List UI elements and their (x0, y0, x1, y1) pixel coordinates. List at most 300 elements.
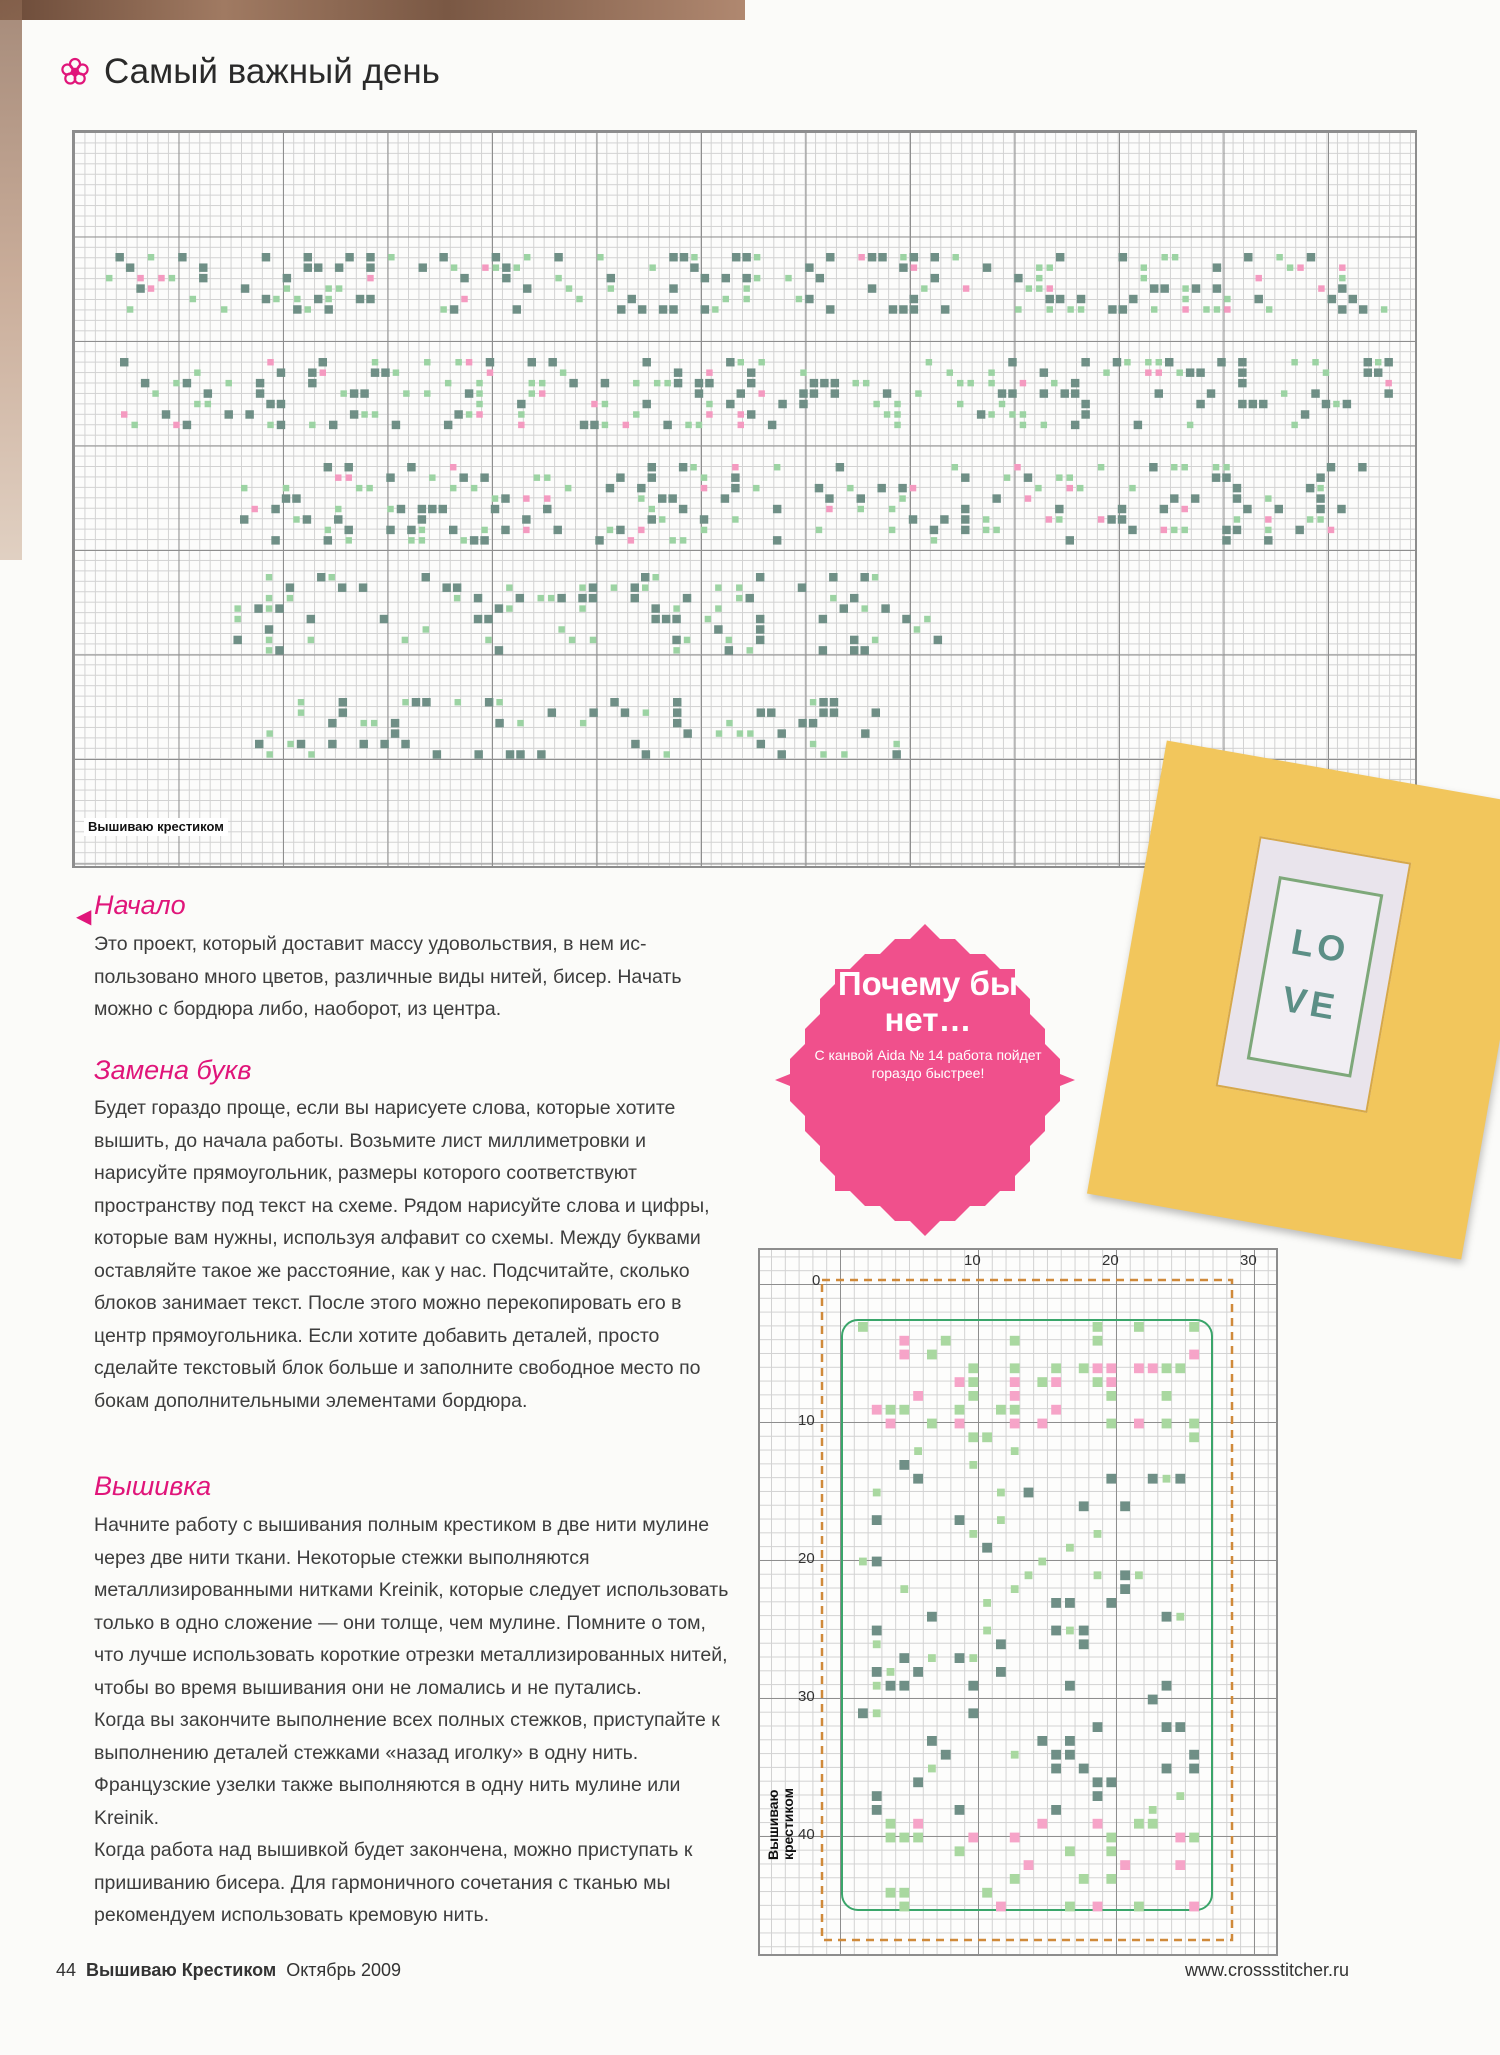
paragraph: Будет гораздо проще, если вы нарисуете слова, которые хотите вышить, до начала работы. Возьмите лист миллиметровки и нарисуйте прямоугольник, размеры которого соответствуют пространству под текст на схеме. Рядом нарисуйте слова и цифры, которые вам нужны, используя алфавит со схемы. Между буквами оставляйте такое же расстояние, как у нас. Подсчитайте, сколько блоков занимает текст. После этого можно перекопировать его в центр прямоугольника. Если хотите добавить деталей, просто сделайте текстовый блок больше и заполните свободное место по бокам дополнительными элементами бордюра. (94, 1097, 710, 1412)
stitch-green (1036, 275, 1042, 281)
stitch-dark (798, 719, 806, 727)
stitch-dark (617, 305, 625, 313)
stitch-dark (809, 719, 817, 727)
stitch-dark (115, 253, 123, 261)
stitch-green (1176, 1613, 1184, 1621)
stitch-dark (1264, 536, 1272, 544)
stitch-dark (1238, 368, 1246, 376)
stitch-green (684, 637, 690, 643)
stitch-green (969, 1654, 977, 1662)
stitch-dark (486, 358, 494, 366)
stitch-green (633, 380, 639, 386)
stitch-dark (1259, 400, 1267, 408)
stitch-dark (631, 740, 639, 748)
stitch-pink (1145, 369, 1151, 375)
stitch-green (853, 380, 859, 386)
stitch-dark (317, 573, 325, 581)
stitch-pink (1010, 1419, 1020, 1429)
stitch-green (608, 285, 614, 291)
stitch-dark (877, 484, 885, 492)
stitch-dark (616, 526, 624, 534)
stitch-pink (121, 411, 127, 417)
stitch-dark (819, 708, 827, 716)
stitch-pink (1148, 1363, 1158, 1373)
stitch-dark (1120, 1501, 1130, 1511)
stitch-pink (899, 1336, 909, 1346)
stitch-dark (334, 515, 342, 523)
stitch-dark (927, 1612, 937, 1622)
stitch-green (529, 390, 535, 396)
stitch-green (872, 637, 878, 643)
stitch-green (701, 527, 707, 533)
stitch-dark (725, 646, 733, 654)
stitch-dark (225, 410, 233, 418)
stitch-dark (1337, 505, 1345, 513)
stitch-dark (899, 1653, 909, 1663)
stitch-green (393, 369, 399, 375)
stitch-dark (669, 284, 677, 292)
stitch-green (287, 741, 293, 747)
stitch-green (361, 720, 367, 726)
stitch-green (1011, 1447, 1019, 1455)
stitch-dark (1119, 253, 1127, 261)
stitch-dark (658, 494, 666, 502)
stitch-dark (731, 484, 739, 492)
stitch-green (555, 275, 561, 281)
stitch-dark (271, 505, 279, 513)
stitch-pink (1046, 516, 1052, 522)
stitch-pink (1106, 1363, 1116, 1373)
stitch-dark (648, 473, 656, 481)
stitch-dark (1051, 1750, 1061, 1760)
stitch-dark (277, 400, 285, 408)
stitch-dark (850, 594, 858, 602)
stitch-pink (251, 506, 257, 512)
stitch-dark (1065, 1681, 1075, 1691)
chart-border (822, 1280, 1232, 1940)
stitch-dark (484, 615, 492, 623)
stitch-dark (283, 274, 291, 282)
stitch-dark (293, 305, 301, 313)
stitch-green (701, 474, 707, 480)
stitch-green (928, 1765, 936, 1773)
stitch-dark (1233, 494, 1241, 502)
stitch-green (1171, 527, 1177, 533)
stitch-green (931, 537, 937, 543)
stitch-dark (820, 379, 828, 387)
stitch-green (106, 275, 112, 281)
stitch-dark (397, 505, 405, 513)
section-text (94, 1092, 734, 1417)
stitch-dark (930, 526, 938, 534)
stitch-green (889, 527, 895, 533)
stitch-dark (819, 698, 827, 706)
stitch-green (1051, 380, 1057, 386)
stitch-dark (815, 484, 823, 492)
stitch-green (969, 1461, 977, 1469)
stitch-dark (1196, 368, 1204, 376)
stitch-green (873, 1640, 881, 1648)
love-word-bottom: VE (1279, 977, 1342, 1028)
stitch-dark (1359, 305, 1367, 313)
stitch-dark (589, 708, 597, 716)
stitch-dark (1061, 389, 1069, 397)
stitch-green (485, 637, 491, 643)
stitch-dark (878, 253, 886, 261)
stitch-dark (663, 421, 671, 429)
stitch-green (969, 1530, 977, 1538)
stitch-dark (868, 284, 876, 292)
stitch-green (1333, 401, 1339, 407)
stitch-dark (1079, 1639, 1089, 1649)
stitch-green (579, 584, 585, 590)
stitch-dark (747, 368, 755, 376)
stitch-green (496, 699, 502, 705)
stitch-dark (621, 708, 629, 716)
stitch-green (988, 369, 994, 375)
stitch-green (983, 527, 989, 533)
stitch-pink (1093, 1902, 1103, 1912)
stitch-pink (1161, 527, 1167, 533)
stitch-dark (648, 515, 656, 523)
stitch-green (131, 422, 137, 428)
stitch-dark (433, 750, 441, 758)
stitch-dark (474, 750, 482, 758)
stitch-green (894, 411, 900, 417)
stitch-green (1020, 422, 1026, 428)
stitch-green (234, 616, 240, 622)
stitch-dark (637, 484, 645, 492)
stitch-pink (628, 537, 634, 543)
stitch-dark (1349, 295, 1357, 303)
stitch-green (1047, 306, 1053, 312)
stitch-dark (860, 573, 868, 581)
stitch-dark (638, 305, 646, 313)
stitch-dark (737, 389, 745, 397)
stitch-green (983, 1599, 991, 1607)
stitch-green (1047, 264, 1053, 270)
stitch-green (754, 254, 760, 260)
stitch-dark (819, 615, 827, 623)
stitch-pink (544, 495, 550, 501)
stitch-pink (1134, 1419, 1144, 1429)
stitch-dark (695, 389, 703, 397)
stitch-dark (778, 729, 786, 737)
stitch-green (955, 1846, 965, 1856)
stitch-dark (941, 305, 949, 313)
stitch-dark (662, 615, 670, 623)
stitch-green (476, 390, 482, 396)
stitch-green (1307, 516, 1313, 522)
stitch-green (445, 380, 451, 386)
stitch-dark (722, 274, 730, 282)
stitch-pink (1156, 369, 1162, 375)
y-tick: 10 (798, 1412, 815, 1429)
stitch-green (1036, 264, 1042, 270)
stitch-dark (982, 1543, 992, 1553)
stitch-pink (738, 411, 744, 417)
stitch-dark (328, 719, 336, 727)
stitch-green (736, 584, 742, 590)
stitch-green (1035, 485, 1041, 491)
stitch-green (476, 401, 482, 407)
issue-date: Октябрь 2009 (286, 1960, 402, 1980)
stitch-pink (539, 390, 545, 396)
stitch-dark (1079, 1764, 1089, 1774)
stitch-dark (998, 389, 1006, 397)
stitch-dark (756, 573, 764, 581)
stitch-green (861, 605, 867, 611)
stitch-green (241, 485, 247, 491)
stitch-green (1172, 254, 1178, 260)
stitch-green (999, 401, 1005, 407)
x-tick: 20 (1102, 1252, 1119, 1269)
stitch-green (968, 1377, 978, 1387)
stitch-green (1156, 359, 1162, 365)
stitch-pink (487, 369, 493, 375)
stitch-dark (1024, 473, 1032, 481)
stitch-dark (543, 505, 551, 513)
stitch-dark (1155, 389, 1163, 397)
stitch-pink (591, 401, 597, 407)
stitch-green (611, 584, 617, 590)
stitch-green (429, 474, 435, 480)
stitch-dark (339, 698, 347, 706)
stitch-green (287, 595, 293, 601)
stitch-dark (1233, 484, 1241, 492)
stitch-dark (1160, 505, 1168, 513)
stitch-dark (810, 379, 818, 387)
stitch-dark (1077, 295, 1085, 303)
stitch-green (810, 699, 816, 705)
stitch-dark (679, 505, 687, 513)
stitch-green (273, 296, 279, 302)
stitch-pink (476, 411, 482, 417)
stitch-dark (1093, 1777, 1103, 1787)
stitch-green (266, 647, 272, 653)
stitch-dark (1051, 1598, 1061, 1608)
stitch-dark (1065, 1750, 1075, 1760)
stitch-dark (1316, 494, 1324, 502)
stitch-dark (1014, 274, 1022, 282)
stitch-dark (931, 253, 939, 261)
stitch-dark (1213, 263, 1221, 271)
stitch-green (450, 485, 456, 491)
stitch-green (659, 516, 665, 522)
stitch-green (471, 485, 477, 491)
stitch-green (706, 401, 712, 407)
stitch-dark (1150, 284, 1158, 292)
stitch-green (873, 401, 879, 407)
stitch-dark (857, 494, 865, 502)
stitch-green (743, 285, 749, 291)
stitch-dark (1301, 410, 1309, 418)
stitch-dark (1108, 305, 1116, 313)
stitch-green (754, 275, 760, 281)
stitch-green (340, 390, 346, 396)
stitch-dark (314, 295, 322, 303)
stitch-dark (1217, 358, 1225, 366)
stitch-pink (963, 285, 969, 291)
stitch-green (968, 1391, 978, 1401)
stitch-green (1291, 422, 1297, 428)
stitch-dark (1106, 1598, 1116, 1608)
stitch-pink (1189, 1902, 1199, 1912)
stitch-green (152, 390, 158, 396)
stitch-dark (401, 740, 409, 748)
stitch-dark (183, 421, 191, 429)
stitch-dark (537, 750, 545, 758)
stitch-dark (1212, 473, 1220, 481)
section-heading: Начало (94, 890, 186, 920)
stitch-dark (1118, 515, 1126, 523)
stitch-dark (1311, 389, 1319, 397)
stitch-green (642, 584, 648, 590)
stitch-green (691, 254, 697, 260)
stitch-green (957, 401, 963, 407)
site-url[interactable]: www.crossstitcher.ru (1185, 1960, 1350, 1980)
stitch-dark (1051, 1805, 1061, 1815)
stitch-dark (282, 494, 290, 502)
stitch-dark (858, 1708, 868, 1718)
stitch-dark (366, 253, 374, 261)
stitch-pink (1014, 464, 1020, 470)
stitch-dark (726, 400, 734, 408)
stitch-dark (1244, 253, 1252, 261)
stitch-dark (742, 274, 750, 282)
stitch-green (266, 637, 272, 643)
stitch-dark (1243, 505, 1251, 513)
stitch-green (565, 485, 571, 491)
stitch-dark (1249, 400, 1257, 408)
stitch-dark (474, 594, 482, 602)
stitch-green (372, 359, 378, 365)
stitch-green (403, 390, 409, 396)
stitch-green (476, 380, 482, 386)
stitch-dark (672, 615, 680, 623)
tip-text: С канвой Aida № 14 работа пойдет гораздо быстрее! (814, 1047, 1042, 1081)
chart-logo-vertical: Вышиваю крестиком (765, 1788, 796, 1860)
stitch-dark (360, 740, 368, 748)
stitch-dark (391, 729, 399, 737)
stitch-green (926, 359, 932, 365)
stitch-dark (830, 698, 838, 706)
stitch-dark (1175, 1474, 1185, 1484)
stitch-dark (1071, 379, 1079, 387)
stitch-dark (1327, 463, 1335, 471)
stitch-green (1149, 1806, 1157, 1814)
stitch-green (266, 595, 272, 601)
stitch-green (1317, 485, 1323, 491)
stitch-dark (241, 284, 249, 292)
stitch-dark (1189, 1764, 1199, 1774)
stitch-green (194, 401, 200, 407)
stitch-dark (910, 253, 918, 261)
stitch-dark (465, 389, 473, 397)
stitch-dark (275, 604, 283, 612)
stitch-dark (233, 636, 241, 644)
stitch-green (1189, 1833, 1199, 1843)
stitch-pink (1328, 527, 1334, 533)
stitch-green (534, 474, 540, 480)
stitch-green (1079, 1363, 1089, 1373)
stitch-green (715, 605, 721, 611)
stitch-dark (324, 305, 332, 313)
stitch-green (1041, 422, 1047, 428)
stitch-dark (631, 583, 639, 591)
stitch-green (580, 720, 586, 726)
stitch-dark (799, 389, 807, 397)
stitch-dark (968, 1681, 978, 1691)
stitch-dark (506, 750, 514, 758)
stitch-green (1134, 1819, 1144, 1829)
stitch-green (607, 527, 613, 533)
stitch-green (899, 1902, 909, 1912)
stitch-green (968, 1432, 978, 1442)
stitch-dark (872, 1515, 882, 1525)
stitch-green (928, 1654, 936, 1662)
stitch-green (1317, 516, 1323, 522)
stitch-green (560, 369, 566, 375)
stitch-pink (706, 411, 712, 417)
stitch-dark (643, 358, 651, 366)
stitch-dark (1338, 305, 1346, 313)
stitch-green (451, 264, 457, 270)
stitch-pink (1182, 506, 1188, 512)
stitch-dark (485, 698, 493, 706)
stitch-dark (1238, 400, 1246, 408)
stitch-dark (255, 740, 263, 748)
page-title: Самый важный день (104, 52, 440, 91)
stitch-dark (292, 494, 300, 502)
stitch-dark (1081, 410, 1089, 418)
stitch-pink (1024, 1860, 1034, 1870)
stitch-green (234, 605, 240, 611)
stitch-dark (955, 1515, 965, 1525)
stitch-dark (927, 1736, 937, 1746)
stitch-dark (913, 1777, 923, 1787)
embroidery-love (1247, 876, 1384, 1078)
stitch-dark (805, 295, 813, 303)
stitch-dark (826, 253, 834, 261)
stitch-green (800, 369, 806, 375)
stitch-dark (742, 253, 750, 261)
stitch-pink (461, 296, 467, 302)
stitch-green (927, 1350, 937, 1360)
stitch-green (1129, 485, 1135, 491)
stitch-dark (913, 1667, 923, 1677)
stitch-green (1010, 1874, 1020, 1884)
stitch-dark (277, 421, 285, 429)
stitch-green (1265, 495, 1271, 501)
stitch-green (1141, 264, 1147, 270)
stitch-green (893, 741, 899, 747)
stitch-dark (522, 515, 530, 523)
stitch-green (758, 359, 764, 365)
stitch-dark (418, 515, 426, 523)
stitch-dark (422, 573, 430, 581)
stitch-dark (767, 708, 775, 716)
stitch-dark (442, 583, 450, 591)
stitch-dark (419, 263, 427, 271)
stitch-green (1276, 254, 1282, 260)
stitch-dark (673, 698, 681, 706)
x-tick: 0 (812, 1272, 821, 1289)
stitch-dark (1160, 284, 1168, 292)
stitch-green (335, 506, 341, 512)
stitch-green (127, 306, 133, 312)
stitch-green (1065, 1846, 1075, 1856)
